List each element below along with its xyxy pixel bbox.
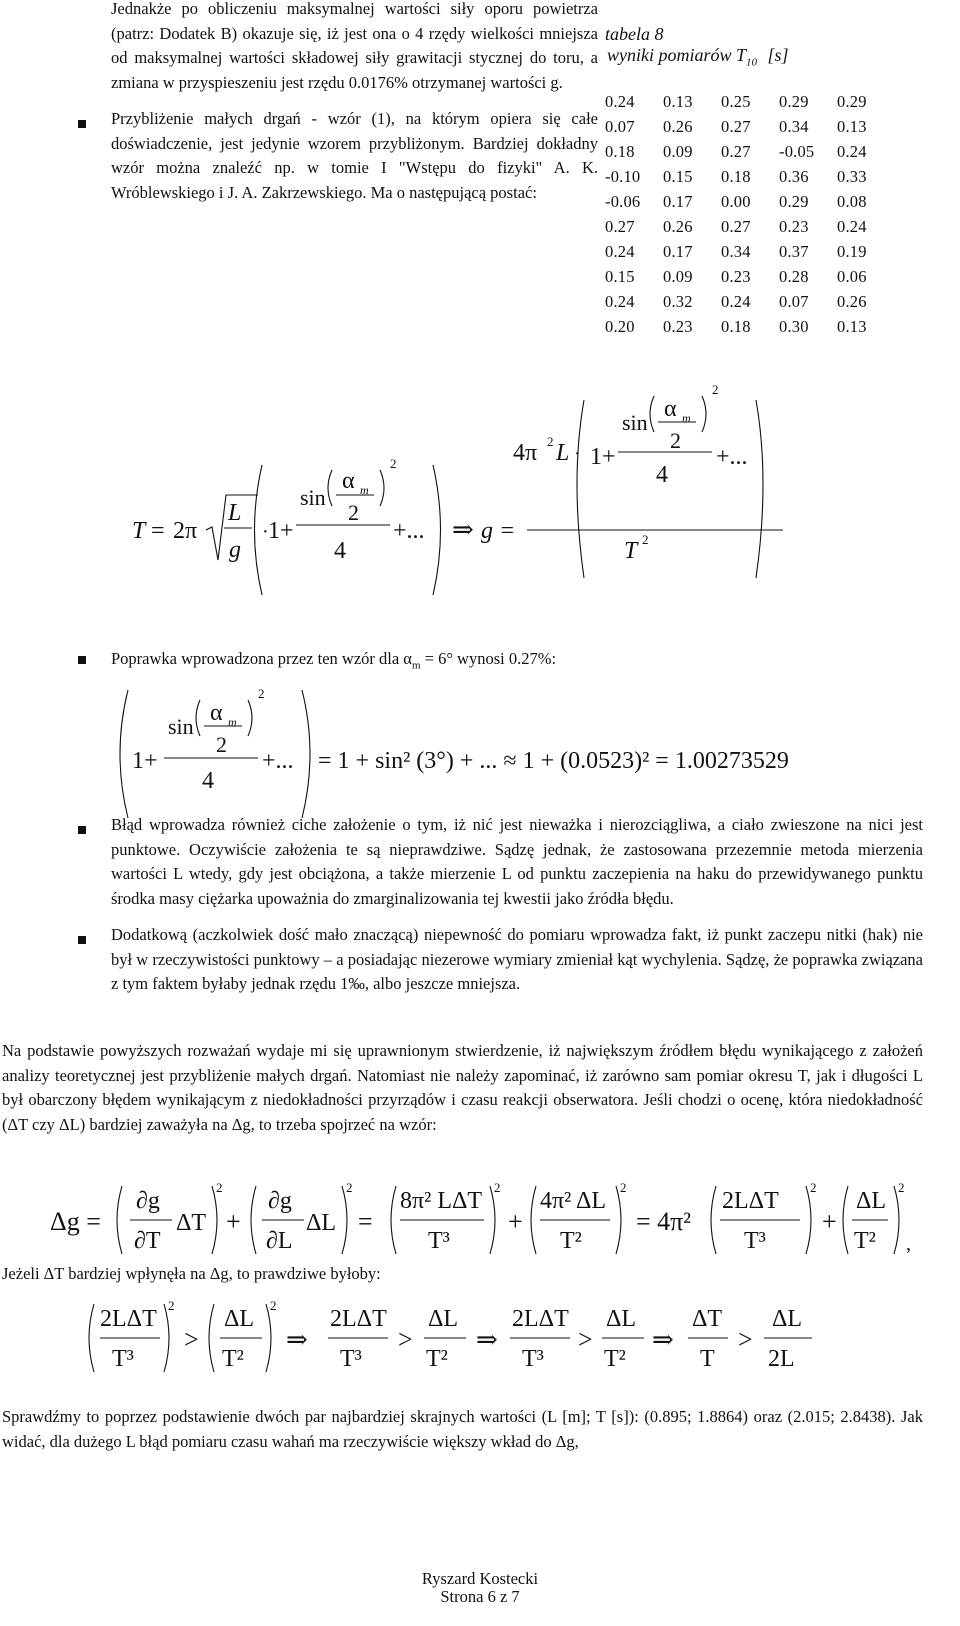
svg-text:2: 2	[898, 1180, 905, 1195]
one-plus: 1+	[268, 518, 294, 544]
table-cell: 0.17	[663, 191, 693, 211]
if-statement: Jeżeli ΔT bardziej wpłynęła na Δg, to prawdziwe byłoby:	[2, 1264, 381, 1283]
svg-text:ΔL: ΔL	[856, 1188, 887, 1214]
left-paren	[255, 465, 263, 595]
table-cell: 0.17	[663, 241, 693, 261]
svg-text:2: 2	[270, 1298, 277, 1313]
svg-text:2: 2	[620, 1180, 627, 1195]
table-cell: -0.05	[779, 141, 815, 161]
svg-text:∂g: ∂g	[136, 1188, 160, 1214]
table-cell: 0.24	[605, 291, 635, 311]
table-row	[605, 114, 945, 139]
table-cell: 0.13	[663, 91, 693, 111]
table-cell: -0.06	[605, 191, 641, 211]
alpha-m: α	[342, 468, 355, 494]
svg-text:2: 2	[670, 428, 681, 453]
svg-text:∂L: ∂L	[266, 1228, 293, 1254]
svg-text:2: 2	[390, 456, 397, 471]
correction-formula	[0, 686, 960, 820]
svg-text:1+: 1+	[132, 748, 158, 774]
bullet-marker	[78, 120, 86, 128]
table-cell: 0.20	[605, 316, 635, 336]
svg-text:T²: T²	[854, 1228, 876, 1254]
table-cell: 0.18	[721, 316, 751, 336]
table-cell: 0.25	[721, 91, 751, 111]
correction-result: = 1 + sin² (3°) + ... ≈ 1 + (0.0523)² = 1.00273529	[318, 748, 789, 774]
svg-text:2: 2	[712, 382, 719, 397]
footer-author: Ryszard Kostecki	[421, 1569, 539, 1588]
bullet-string-assumption: Błąd wprowadza również ciche założenie o tym, iż nić jest nieważka i nierozciągliwa, a ciało zwieszone na nici jest punktowe. Oczywiście założenia te są nieprawdziwe. Sądzę jednak, że zastosowana przezemnie metoda mierzenia wartości L wtedy, gdy jest obciążona, a także mierzenie L od punktu zaczepienia na haku do przewidywanego punktu środka masy ciężarka upoważnia do zmarginalizowania tej kwestii jako źródła błędu.	[111, 815, 923, 908]
measurement-table	[605, 24, 945, 339]
svg-text:>: >	[398, 1325, 413, 1354]
bullet-hook-uncertainty: Dodatkową (aczkolwiek dość mało znaczącą) niepewność do pomiaru wprowadza fakt, iż punkt zaczepu nitki (hak) nie był w rzeczywistości punktowy – a posiadając niezerowe wymiary zmieniał kąt wychylenia. Sądzę, że poprawka związana z tym faktem byłaby jednak rzędu 1‰, albo jeszcze mniejsza.	[111, 925, 923, 993]
table-cell: 0.00	[721, 191, 751, 211]
table-caption: tabela 8	[605, 24, 664, 44]
table-cell: 0.19	[837, 241, 867, 261]
table-cell: 0.26	[837, 291, 867, 311]
svg-text:T²: T²	[604, 1346, 626, 1372]
svg-text:+: +	[226, 1207, 241, 1236]
svg-text:2: 2	[547, 434, 554, 449]
bullet-correction-text: Poprawka wprowadzona przez ten wzór dla $\alpha_m = 6^\circ$ wynosi 0.27%:	[111, 649, 557, 672]
svg-text:sin: sin	[168, 714, 194, 739]
table-cell: 0.29	[779, 191, 809, 211]
footer-page-number: Strona 6 z 7	[440, 1587, 520, 1606]
svg-text:+...: +...	[716, 444, 748, 470]
svg-text:2LΔT: 2LΔT	[100, 1306, 157, 1332]
svg-text:2: 2	[258, 686, 265, 701]
svg-text:α: α	[210, 700, 223, 726]
table-cell: 0.24	[721, 291, 751, 311]
equals-sign: =	[151, 518, 165, 544]
svg-text:=: =	[358, 1207, 373, 1236]
svg-text:2: 2	[216, 732, 227, 757]
table-cell: 0.36	[779, 166, 809, 186]
table-cell: 0.24	[837, 216, 867, 236]
table-cell: 0.27	[721, 216, 751, 236]
svg-text:m: m	[682, 411, 691, 425]
svg-text:+: +	[508, 1207, 523, 1236]
two-pi: 2π	[173, 518, 198, 544]
implies-arrow: ⇒	[452, 515, 474, 544]
table-cell: 0.26	[663, 116, 693, 136]
table-cell: 0.26	[663, 216, 693, 236]
table-row	[605, 239, 945, 264]
table-cell: 0.07	[779, 291, 809, 311]
svg-text:2LΔT: 2LΔT	[512, 1306, 569, 1332]
svg-text:2: 2	[642, 532, 649, 547]
svg-text:m: m	[228, 715, 237, 729]
table-subcaption: wyniki pomiarów $T_{10}$ [s]	[607, 45, 789, 69]
svg-text:2: 2	[810, 1180, 817, 1195]
table-cell: 0.15	[605, 266, 635, 286]
svg-text:T³: T³	[112, 1346, 134, 1372]
svg-text:2: 2	[494, 1180, 501, 1195]
table-row	[605, 189, 945, 214]
table-cell: 0.34	[721, 241, 751, 261]
table-cell: 0.37	[779, 241, 809, 261]
svg-text:⇒: ⇒	[286, 1325, 308, 1354]
table-cell: 0.18	[605, 141, 635, 161]
right-paren	[433, 465, 441, 595]
page-footer	[380, 1570, 580, 1606]
table-cell: 0.27	[721, 116, 751, 136]
table-row	[605, 314, 945, 339]
bullet-marker	[78, 936, 86, 944]
table-cell: 0.15	[663, 166, 693, 186]
table-cell: 0.08	[837, 191, 867, 211]
bullet-marker	[78, 826, 86, 834]
svg-text:∂T: ∂T	[134, 1228, 161, 1254]
svg-text:T: T	[700, 1346, 715, 1372]
svg-text:Δg =: Δg =	[50, 1207, 101, 1236]
svg-text:T³: T³	[340, 1346, 362, 1372]
svg-text:1+: 1+	[590, 444, 616, 470]
svg-text:+: +	[822, 1207, 837, 1236]
table-cell: 0.09	[663, 266, 693, 286]
bullet-marker	[78, 656, 86, 664]
svg-text:ΔL: ΔL	[306, 1210, 337, 1236]
svg-text:T²: T²	[560, 1228, 582, 1254]
table-cell: 0.32	[663, 291, 693, 311]
svg-text:·: ·	[574, 443, 581, 465]
svg-text:,: ,	[906, 1233, 911, 1255]
check-paragraph: Sprawdźmy to poprzez podstawienie dwóch par najbardziej skrajnych wartości (L [m]; T [s]): (0.895; 1.8864) oraz (2.015; 2.8438). Jak widać, dla dużego L błąd pomiaru czasu wahań ma rzeczywiście większy wkład do Δg,	[2, 1407, 923, 1451]
svg-text:⇒: ⇒	[652, 1325, 674, 1354]
table-cell: 0.27	[721, 141, 751, 161]
period-formula	[0, 380, 960, 620]
svg-text:8π² LΔT: 8π² LΔT	[400, 1188, 483, 1214]
svg-text:T³: T³	[744, 1228, 766, 1254]
table-row	[605, 139, 945, 164]
svg-text:m: m	[360, 483, 369, 497]
svg-text:4: 4	[334, 538, 346, 564]
inequality-chain	[0, 1296, 960, 1386]
table-row	[605, 289, 945, 314]
table-cell: 0.33	[837, 166, 867, 186]
table-cell: 0.34	[779, 116, 809, 136]
svg-text:⇒: ⇒	[476, 1325, 498, 1354]
table-cell: 0.23	[721, 266, 751, 286]
svg-text:ΔL: ΔL	[428, 1306, 459, 1332]
error-propagation-formula	[0, 1178, 960, 1268]
table-row	[605, 164, 945, 189]
svg-text:ΔL: ΔL	[772, 1306, 803, 1332]
svg-text:+...: +...	[262, 748, 294, 774]
table-cell: 0.13	[837, 316, 867, 336]
table-row	[605, 264, 945, 289]
table-row	[605, 89, 945, 114]
table-cell: 0.23	[663, 316, 693, 336]
table-cell: 0.18	[721, 166, 751, 186]
plus-dots: +...	[393, 518, 425, 544]
dot: ·	[262, 521, 269, 543]
svg-text:>: >	[738, 1325, 753, 1354]
svg-text:2: 2	[168, 1298, 175, 1313]
svg-text:2: 2	[216, 1180, 223, 1195]
table-rows	[605, 89, 945, 339]
svg-text:4π: 4π	[513, 440, 538, 466]
svg-text:ΔL: ΔL	[224, 1306, 255, 1332]
table-cell: 0.24	[605, 241, 635, 261]
T-symbol: T	[132, 518, 146, 544]
table-cell: 0.07	[605, 116, 635, 136]
svg-text:= 4π²: = 4π²	[636, 1207, 692, 1236]
table-cell: 0.06	[837, 266, 867, 286]
svg-text:ΔL: ΔL	[606, 1306, 637, 1332]
conclusion-paragraph: Na podstawie powyższych rozważań wydaje mi się uprawnionym stwierdzenie, iż największym źródłem błędu wynikającego z założeń analizy teoretycznej jest przybliżenie małych drgań. Natomiast nie należy zapominać, iż zarówno sam pomiar okresu T, jak i długości L był obarczony błędem wynikającym z niedokładności przyrządów i czasu reakcji obserwatora. Jeśli chodzi o ocenę, która niedokładność (ΔT czy ΔL) bardziej zaważyła na Δg, to trzeba spojrzeć na wzór:	[2, 1041, 923, 1134]
top-paragraph: Jednakże po obliczeniu maksymalnej wartości siły oporu powietrza (patrz: Dodatek B) okazuje się, iż jest ona o 4 rzędy wielkości mniejsza od maksymalnej wartości składowej siły grawitacji stycznej do toru, a zmiana w przyspieszeniu jest rzędu 0.0176% otrzymanej wartości g.	[111, 0, 598, 92]
svg-text:>: >	[184, 1325, 199, 1354]
svg-text:α: α	[664, 396, 677, 422]
g-equals: g =	[481, 518, 516, 544]
svg-text:2: 2	[346, 1180, 353, 1195]
svg-text:∂g: ∂g	[268, 1188, 292, 1214]
table-cell: 0.24	[837, 141, 867, 161]
svg-text:ΔT: ΔT	[176, 1210, 207, 1236]
svg-text:T²: T²	[222, 1346, 244, 1372]
bullet-approximation-text: Przybliżenie małych drgań - wzór (1), na którym opiera się całe doświadczenie, jest jedynie wzorem przybliżonym. Bardziej dokładny wzór można znaleźć np. w tomie I "Wstępu do fizyki" A. K. Wróblewskiego i J. A. Zakrzewskiego. Ma o następującą postać:	[111, 109, 598, 202]
svg-text:2L: 2L	[768, 1346, 795, 1372]
svg-text:>: >	[578, 1325, 593, 1354]
svg-text:4: 4	[656, 462, 668, 488]
svg-text:sin: sin	[622, 410, 648, 435]
svg-text:T²: T²	[426, 1346, 448, 1372]
table-cell: 0.30	[779, 316, 809, 336]
svg-text:4π² ΔL: 4π² ΔL	[540, 1188, 607, 1214]
table-cell: -0.10	[605, 166, 641, 186]
svg-text:4: 4	[202, 768, 214, 794]
svg-text:ΔT: ΔT	[692, 1306, 723, 1332]
svg-text:T³: T³	[428, 1228, 450, 1254]
g-symbol: g	[229, 537, 241, 563]
svg-text:T: T	[624, 538, 638, 564]
svg-text:2: 2	[348, 500, 359, 525]
table-cell: 0.29	[837, 91, 867, 111]
svg-text:2LΔT: 2LΔT	[330, 1306, 387, 1332]
svg-text:T³: T³	[522, 1346, 544, 1372]
table-cell: 0.13	[837, 116, 867, 136]
table-cell: 0.29	[779, 91, 809, 111]
table-cell: 0.27	[605, 216, 635, 236]
table-cell: 0.09	[663, 141, 693, 161]
table-row	[605, 214, 945, 239]
svg-text:L: L	[556, 440, 570, 466]
table-cell: 0.28	[779, 266, 809, 286]
sin-label: sin	[300, 485, 326, 510]
svg-text:2LΔT: 2LΔT	[722, 1188, 779, 1214]
table-cell: 0.24	[605, 91, 635, 111]
table-cell: 0.23	[779, 216, 809, 236]
L-symbol: L	[228, 500, 242, 526]
